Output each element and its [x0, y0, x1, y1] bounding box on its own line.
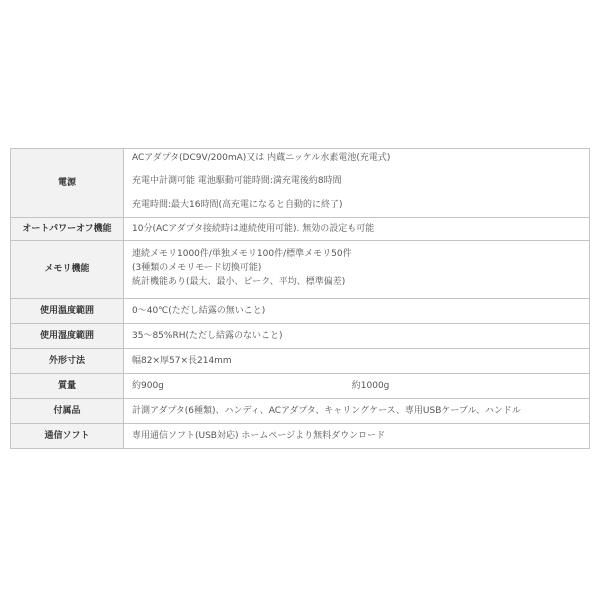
spec-label-auto-off: オートパワーオフ機能	[11, 218, 124, 241]
spec-row-dimensions	[11, 349, 590, 374]
spec-row-weight	[11, 374, 590, 399]
spec-value-weight	[124, 374, 590, 399]
spec-row-humidity-range	[11, 324, 590, 349]
spec-label-accessories: 付属品	[11, 399, 124, 424]
spec-value-power	[124, 149, 590, 218]
spec-value-memory	[124, 241, 590, 299]
spec-label-weight: 質量	[11, 374, 124, 399]
spec-table	[10, 148, 590, 449]
power-line-2: 充電中計測可能 電池駆動可能時間:満充電後約8時間	[132, 175, 342, 186]
spec-row-software	[11, 424, 590, 449]
spec-label-humidity-range: 使用湿度範囲	[11, 324, 124, 349]
spec-value-dimensions: 幅82×厚57×長214mm	[124, 349, 590, 374]
spec-label-power: 電源	[11, 149, 124, 218]
spec-row-accessories	[11, 399, 590, 424]
spec-row-temp-range	[11, 299, 590, 324]
spec-label-temp-range: 使用温度範囲	[11, 299, 124, 324]
spec-value-humidity-range: 35～85%RH(ただし結露のないこと)	[124, 324, 590, 349]
spec-value-temp-range: 0～40℃(ただし結露の無いこと)	[124, 299, 590, 324]
spec-label-software: 通信ソフト	[11, 424, 124, 449]
spec-label-dimensions: 外形寸法	[11, 349, 124, 374]
spec-row-auto-off	[11, 218, 590, 241]
spec-value-accessories: 計測アダプタ(6種類)、ハンディ、ACアダプタ、キャリングケース、専用USBケーブル、ハンドル	[124, 399, 590, 424]
memory-line-2: (3種類のメモリモード切換可能)	[132, 262, 262, 273]
power-line-1: ACアダプタ(DC9V/200mA)又は 内蔵ニッケル水素電池(充電式)	[132, 152, 391, 163]
weight-value-a: 約900g	[132, 380, 164, 391]
spec-row-power	[11, 149, 590, 218]
memory-line-3: 統計機能あり(最大、最小、ピーク、平均、標準偏差)	[132, 276, 346, 287]
weight-value-b: 約1000g	[351, 380, 390, 391]
memory-line-1: 連続メモリ1000件/単独メモリ100件/標準メモリ50件	[132, 248, 352, 259]
spec-label-memory: メモリ機能	[11, 241, 124, 299]
power-line-3: 充電時間:最大16時間(高充電になると自動的に終了)	[132, 199, 343, 210]
spec-row-memory	[11, 241, 590, 299]
spec-value-software: 専用通信ソフト(USB対応) ホームページより無料ダウンロード	[124, 424, 590, 449]
spec-value-auto-off: 10分(ACアダプタ接続時は連続使用可能). 無効の設定も可能	[124, 218, 590, 241]
